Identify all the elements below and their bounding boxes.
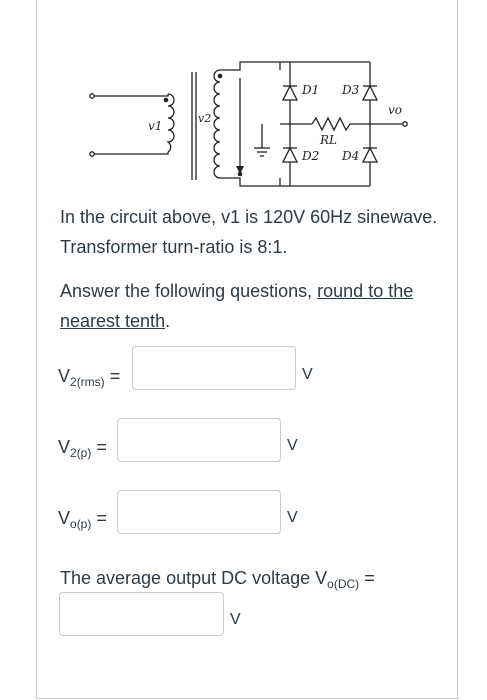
instructions-prefix: Answer the following questions,: [60, 281, 318, 301]
v1-label: v1: [148, 119, 163, 133]
instructions: [60, 276, 440, 336]
vo-label: vo: [388, 103, 403, 117]
vop-input[interactable]: [117, 490, 281, 534]
v2rms-unit: V: [302, 366, 313, 383]
vodc-unit: V: [230, 611, 241, 628]
v2p-unit: V: [287, 437, 298, 454]
v2-label: v2: [198, 112, 212, 125]
rl-label: RL: [320, 133, 338, 147]
d1-label: D1: [302, 83, 320, 97]
instructions-suffix: .: [165, 311, 171, 331]
bridge-rectifier-circuit: [80, 48, 420, 198]
d4-label: D4: [342, 149, 360, 163]
v2rms-input[interactable]: [132, 346, 296, 390]
vop-unit: V: [287, 509, 298, 526]
v2p-input[interactable]: [117, 418, 281, 462]
dc-output-question: The average output DC voltage $V_{o(DC)}$ =: [60, 568, 375, 591]
v2rms-label: $V_{2(rms)}$ =: [58, 366, 121, 389]
vop-label: $V_{o(p)}$ =: [58, 508, 107, 531]
problem-statement: In the circuit above, v1 is 120V 60Hz sinewave. Transformer turn-ratio is 8:1.: [60, 207, 438, 257]
rounding-note: round to the nearest tenth: [60, 281, 414, 331]
d2-label: D2: [302, 149, 320, 163]
v2p-label: $V_{2(p)}$ =: [58, 437, 107, 460]
vodc-input[interactable]: [59, 592, 224, 636]
d3-label: D3: [342, 83, 360, 97]
